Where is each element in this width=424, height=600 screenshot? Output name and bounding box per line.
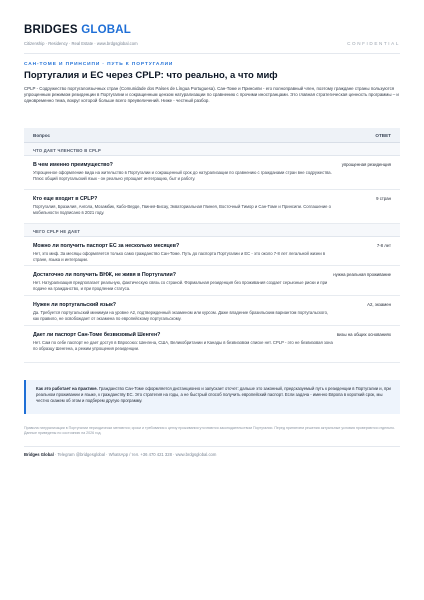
section-header [24,143,400,156]
brand-subline: Citizenship · Residency · Real Estate · www.brdgsglobal.com [24,41,138,46]
section-header [24,224,400,237]
row-question: Кто еще входит в CPLP? [33,196,98,202]
brand-main: BRIDGES [24,24,78,36]
page-header [24,24,400,54]
callout-body: Гражданство Сан-Томе оформляется дистанционно и запускает отсчет: дальше это законный, предсказуемый путь к резиденции в Португалии и, при реальном проживании и языке, к гражданству ЕС. Это стратегия на годы, а не быстрый способ получить европейский паспорт. Если задача - именно Европа в короткий срок, мы честно скажем об этом и подберем другую программу. [36,386,391,404]
disclaimer-note: Правила натурализации в Португалии периодически меняются; сроки и требования к цензу проживания уточняются законодательством Португалии. Перед принятием решения актуальные условия проверяются отдельно. Данные приведены по состоянию на 2026 год. [24,426,395,436]
footer-brand: Bridges Global [24,452,54,457]
page-footer [24,452,216,457]
row-question: В чем именно преимущество? [33,162,113,168]
row-answer: упрощенная резиденция [341,162,391,167]
table-row [24,156,400,190]
header-divider [24,53,400,54]
row-question: Дает ли паспорт Сан-Томе безвизовый Шенген? [33,332,161,338]
row-answer: A2, экзамен [367,302,391,307]
table-row [24,296,400,326]
section-title: ЧЕГО CPLP НЕ ДАЕТ [33,228,81,234]
brand-accent: GLOBAL [81,24,131,36]
table-row [24,190,400,224]
doc-title: Португалия и ЕС через CPLP: что реально, а что миф [24,70,278,81]
footer-divider [24,446,400,447]
brand-logo [24,24,400,36]
doc-intro: CPLP - Содружество португалоязычных стран (Comunidade dos Países de Língua Portuguesa). Сан-Томе и Принсипи - его полноправный член, поэтому граждане страны пользуются упрощенным режимом резиденции в Португалии и сокращенным цензом натурализации по сравнению с прочими иностранцами. Это главная стратегическая ценность программы – и одновременно тема, вокруг которой больше всего преувеличений. Ниже - честный разбор. [24,86,399,104]
callout-lead: Как это работает на практике. [36,386,98,391]
row-answer: визы на общих основаниях [336,332,391,337]
section-title: ЧТО ДАЕТ ЧЛЕНСТВО В CPLP [33,147,102,153]
row-answer: 7-8 лет [376,243,391,248]
row-answer: 9 стран [376,196,391,201]
row-description: Нет, это миф. За месяцы оформляется только само гражданство Сан-Томе. Путь до паспорта Португалии и ЕС - это около 7-8 лет легальной жизни в стране, языка и интеграции. [33,251,326,262]
column-answer: ОТВЕТ [375,133,391,138]
row-description: Да. Требуется португальский минимум на уровне A2, подтвержденный экзаменом или курсом. Даже владение бразильским вариантом португальского, как правило, не освобождает от экзамена по европейскому португальскому. [33,310,329,321]
table-header [24,128,400,143]
table-row [24,266,400,296]
doc-kicker: САН-ТОМЕ И ПРИНСИПИ · ПУТЬ К ПОРТУГАЛИИ [24,62,174,67]
row-description: Нет. Сам по себе паспорт не дает доступ в Евросоюз: Шенгена, США, Великобритании и Канады в безвизовом списке нет. CPLP - это не безвизовая зона по образцу Шенгена, а режим упрощения резиденции. [33,340,333,351]
footer-contacts: · Telegram @bridgesglobal · WhatsApp / тел. +36 470 421 328 · www.brdgsglobal.com [53,452,217,457]
row-question: Достаточно ли получить ВНЖ, не живя в Португалии? [33,272,177,278]
practice-callout [24,380,400,414]
row-description: Нет. Натурализация предполагает реальную, фактическую связь со страной. Формальная резиденция без проживания создает серьезные риски и при подаче на гражданство, и при продлении статуса. [33,280,328,291]
row-description: Португалия, Бразилия, Ангола, Мозамбик, Кабо-Верде, Гвинея-Бисау, Экваториальная Гвинея, Восточный Тимор и Сан-Томе и Принсипи. Соглашение о мобильности подписано в 2021 году. [33,204,331,215]
confidential-label: CONFIDENTIAL [347,41,400,46]
table-row [24,326,400,363]
row-description: Упрощенное оформление вида на жительство в Португалии и сокращенный срок до натурализации по сравнению с гражданами стран вне содружества. Плюс общий португальский язык - он реально упрощает интеграцию, быт и работу. [33,170,332,181]
faq-table [24,128,400,363]
row-question: Нужен ли португальский язык? [33,302,116,308]
row-answer: нужна реальная проживание [333,272,391,277]
row-question: Можно ли получить паспорт ЕС за несколько месяцев? [33,243,180,249]
table-row [24,237,400,266]
callout-text [36,386,392,405]
column-question: Вопрос [33,133,51,138]
